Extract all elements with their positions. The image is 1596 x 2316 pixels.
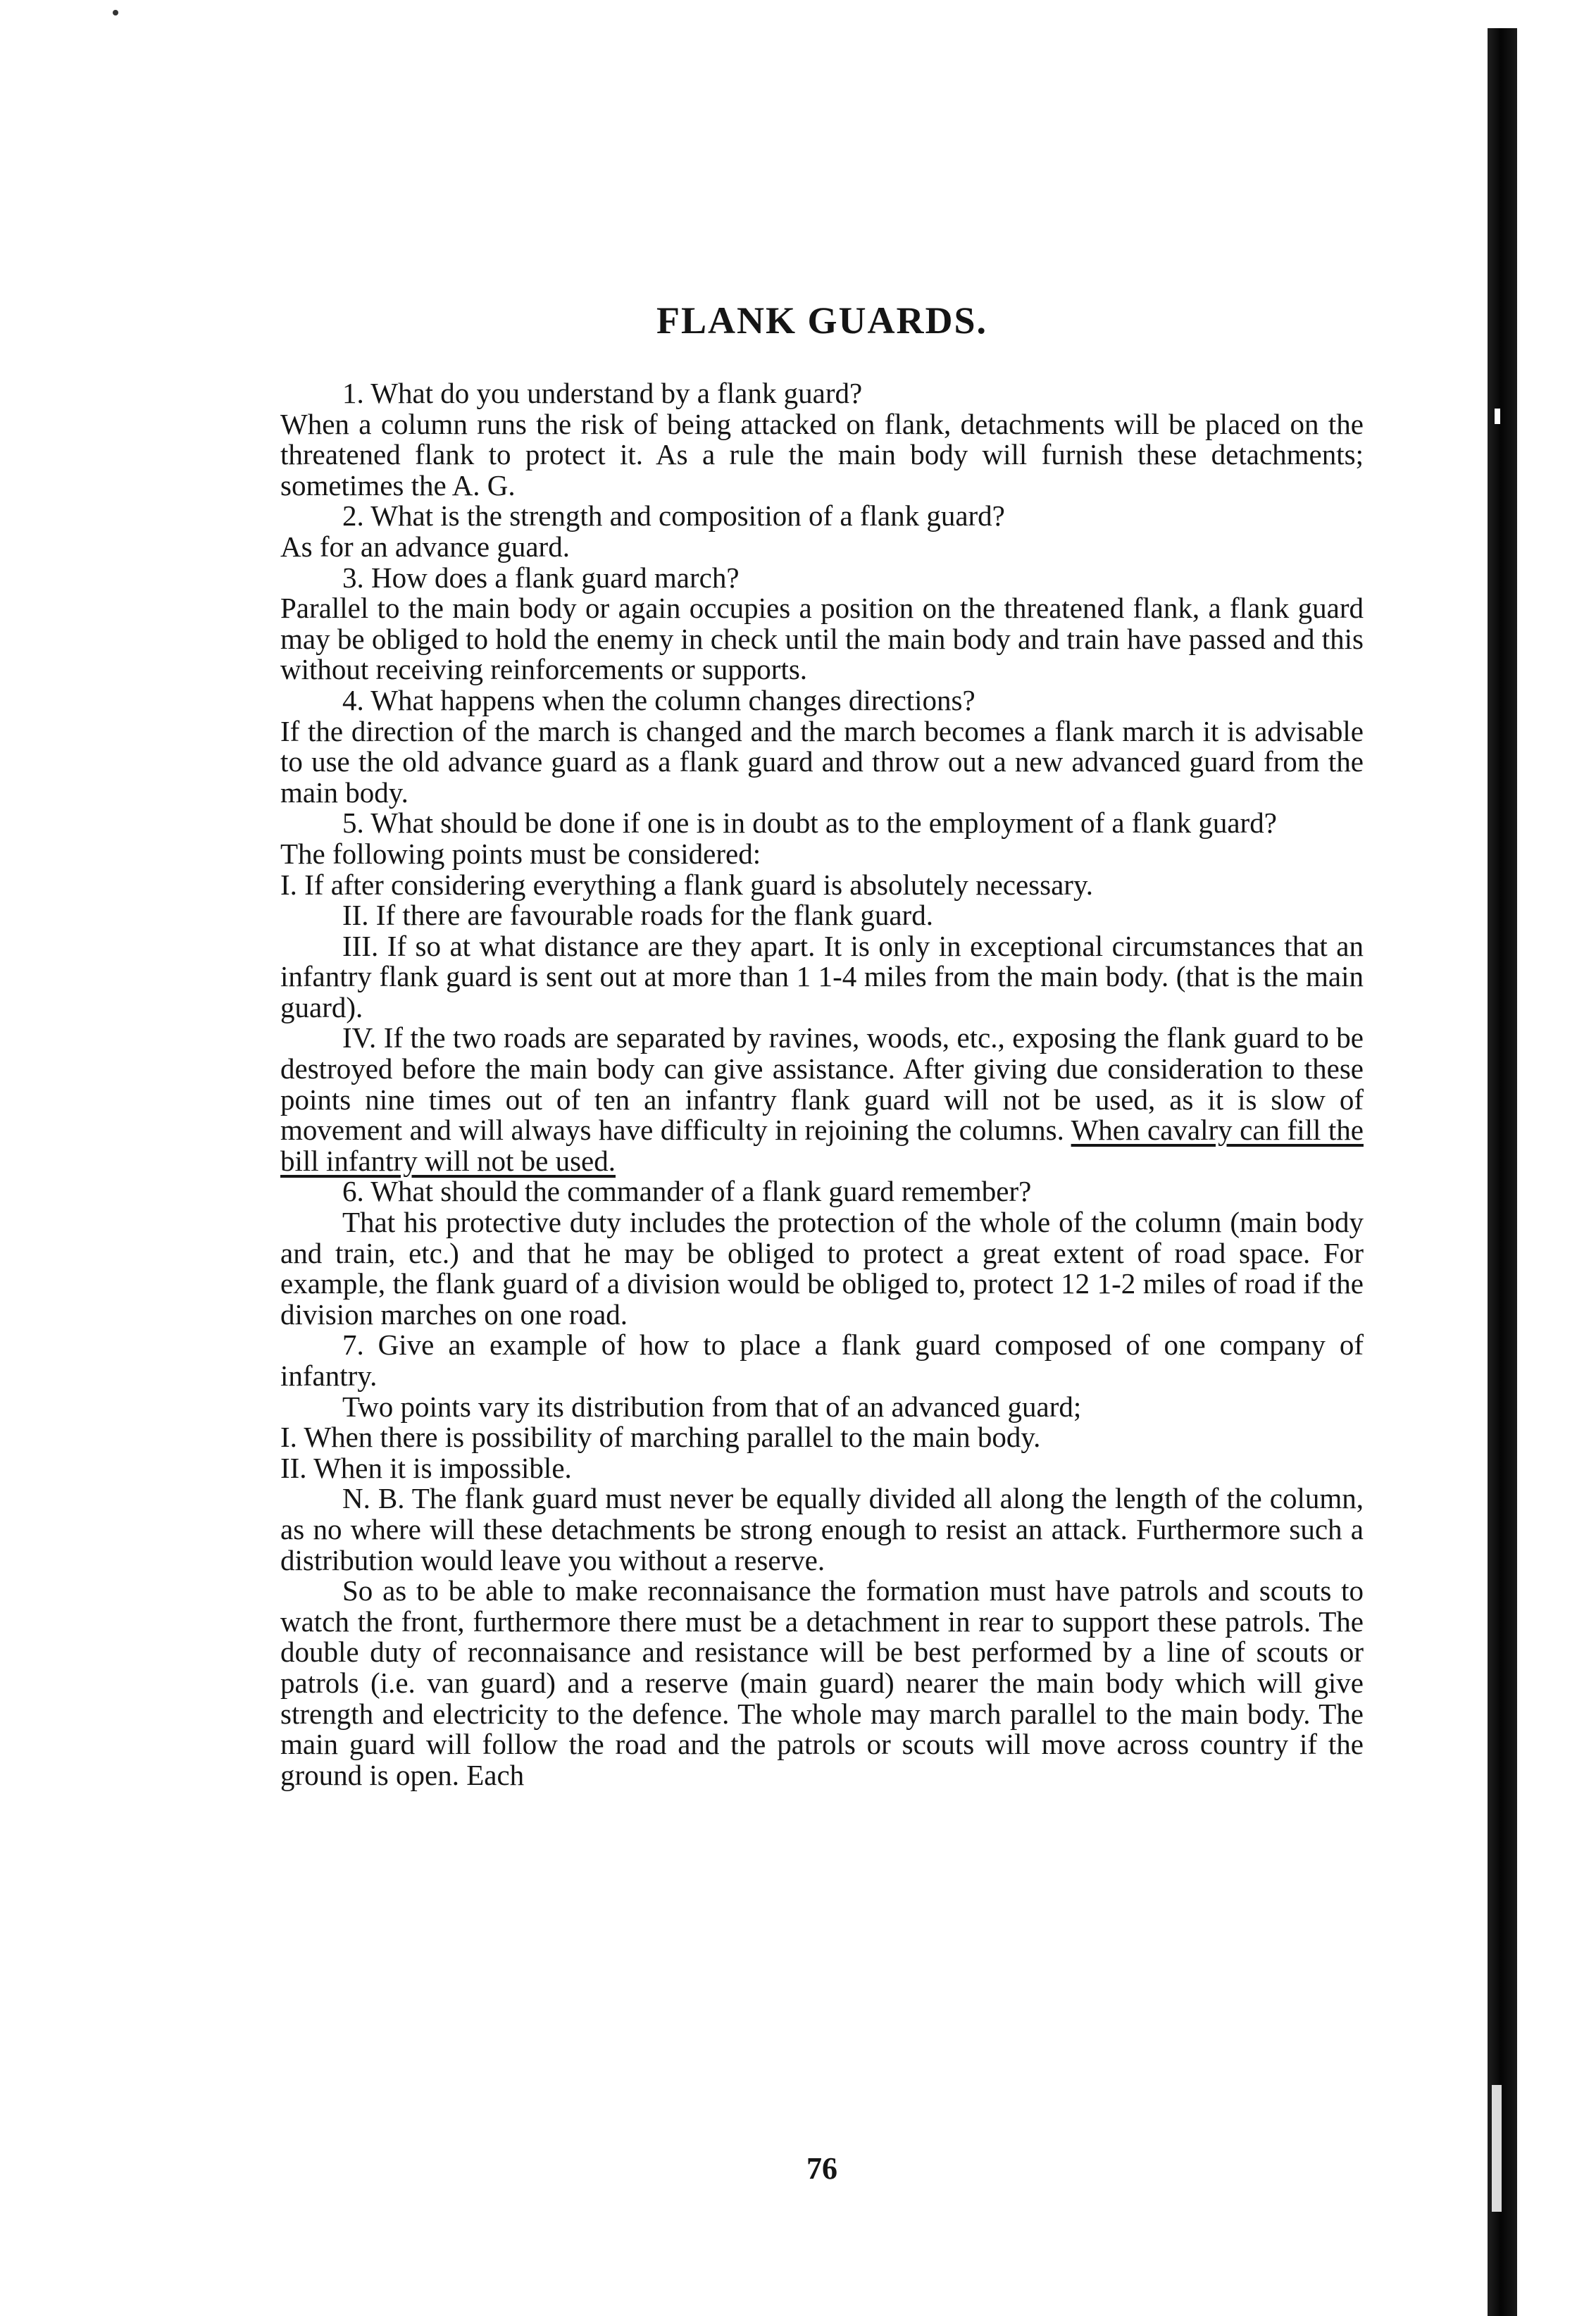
- paragraph: If the direction of the march is changed and the march becomes a flank march it is advisable to use the old advance guard as a flank guard and throw out a new advanced guard from the main body.: [280, 714, 1364, 809]
- paragraph: 2. What is the strength and composition of a flank guard?: [342, 499, 1005, 533]
- paragraph: The following points must be considered:: [280, 837, 761, 870]
- paragraph: As for an advance guard.: [280, 530, 570, 563]
- page-title: FLANK GUARDS.: [656, 299, 988, 342]
- paragraph: 6. What should the commander of a flank guard remember?: [342, 1175, 1032, 1208]
- paragraph: When a column runs the risk of being attacked on flank, detachments will be placed on the threatened flank to protect it. As a rule the main body will furnish these detachments; sometimes the A. G.: [280, 407, 1364, 502]
- paragraph: That his protective duty includes the protection of the whole of the column (main body and train, etc.) and that he may be obliged to protect a great extent of road space. For example, the flank guard of a division would be obliged to, protect 12 1-2 miles of road if the division marches on one road.: [280, 1206, 1364, 1331]
- page-number: 76: [806, 2151, 837, 2186]
- paragraph: II. If there are favourable roads for the flank guard.: [342, 899, 933, 932]
- paragraph: I. When there is possibility of marching parallel to the main body.: [280, 1421, 1041, 1454]
- paragraph: 3. How does a flank guard march?: [342, 561, 740, 594]
- paragraph: 4. What happens when the column changes directions?: [342, 683, 975, 716]
- scan-speck: [113, 10, 118, 15]
- paragraph: III. If so at what distance are they apart. It is only in exceptional circumstances that an infantry flank guard is sent out at more than 1 1-4 miles from the main body. (that is the main guard).: [280, 929, 1364, 1023]
- paragraph-text: IV. If the two roads are separated by ravines, woods, etc., exposing the flank guard to be destroyed before the main body can give assistance. After giving due consideration to these points nine times out of ten an infantry flank guard will not be used, as it is slow of movement and will always have difficulty in rejoining the columns.: [280, 1021, 1364, 1147]
- paragraph: 1. What do you understand by a flank guard?: [342, 377, 863, 409]
- paragraph: Two points vary its distribution from that of an advanced guard;: [342, 1390, 1082, 1423]
- paragraph: N. B. The flank guard must never be equally divided all along the length of the column, as no where will these detachments be strong enough to resist an attack. Furthermore such a distribution would leave you without a reserve.: [280, 1482, 1364, 1576]
- underlined-sentence: When cavalry can fill the bill infantry will not be used.: [280, 1114, 1364, 1177]
- paragraph: 5. What should be done if one is in doubt as to the employment of a flank guard?: [342, 807, 1277, 840]
- paragraph: Parallel to the main body or again occupies a position on the threatened flank, a flank guard may be obliged to hold the enemy in check until the main body and train have passed and this without receiving reinforcements or supports.: [280, 592, 1364, 686]
- paragraph: [280, 1023, 1364, 1176]
- paragraph: 7. Give an example of how to place a flank guard composed of one company of infantry.: [280, 1328, 1364, 1392]
- paragraph: II. When it is impossible.: [280, 1451, 572, 1484]
- page-edge-shadow: [1488, 28, 1517, 2316]
- paragraph: I. If after considering everything a flank guard is absolutely necessary.: [280, 868, 1094, 901]
- paragraph: So as to be able to make reconnaisance the formation must have patrols and scouts to watch the front, furthermore there must be a detachment in rear to support these patrols. The double duty of reconnaisance and resistance will be best performed by a line of scouts or patrols (i.e. van guard) and a reserve (main guard) nearer the main body which will give strength and electricity to the defence. The whole may march parallel to the main body. The main guard will follow the road and the patrols or scouts will move across country if the ground is open. Each: [280, 1574, 1364, 1791]
- body-text: [280, 378, 1364, 1791]
